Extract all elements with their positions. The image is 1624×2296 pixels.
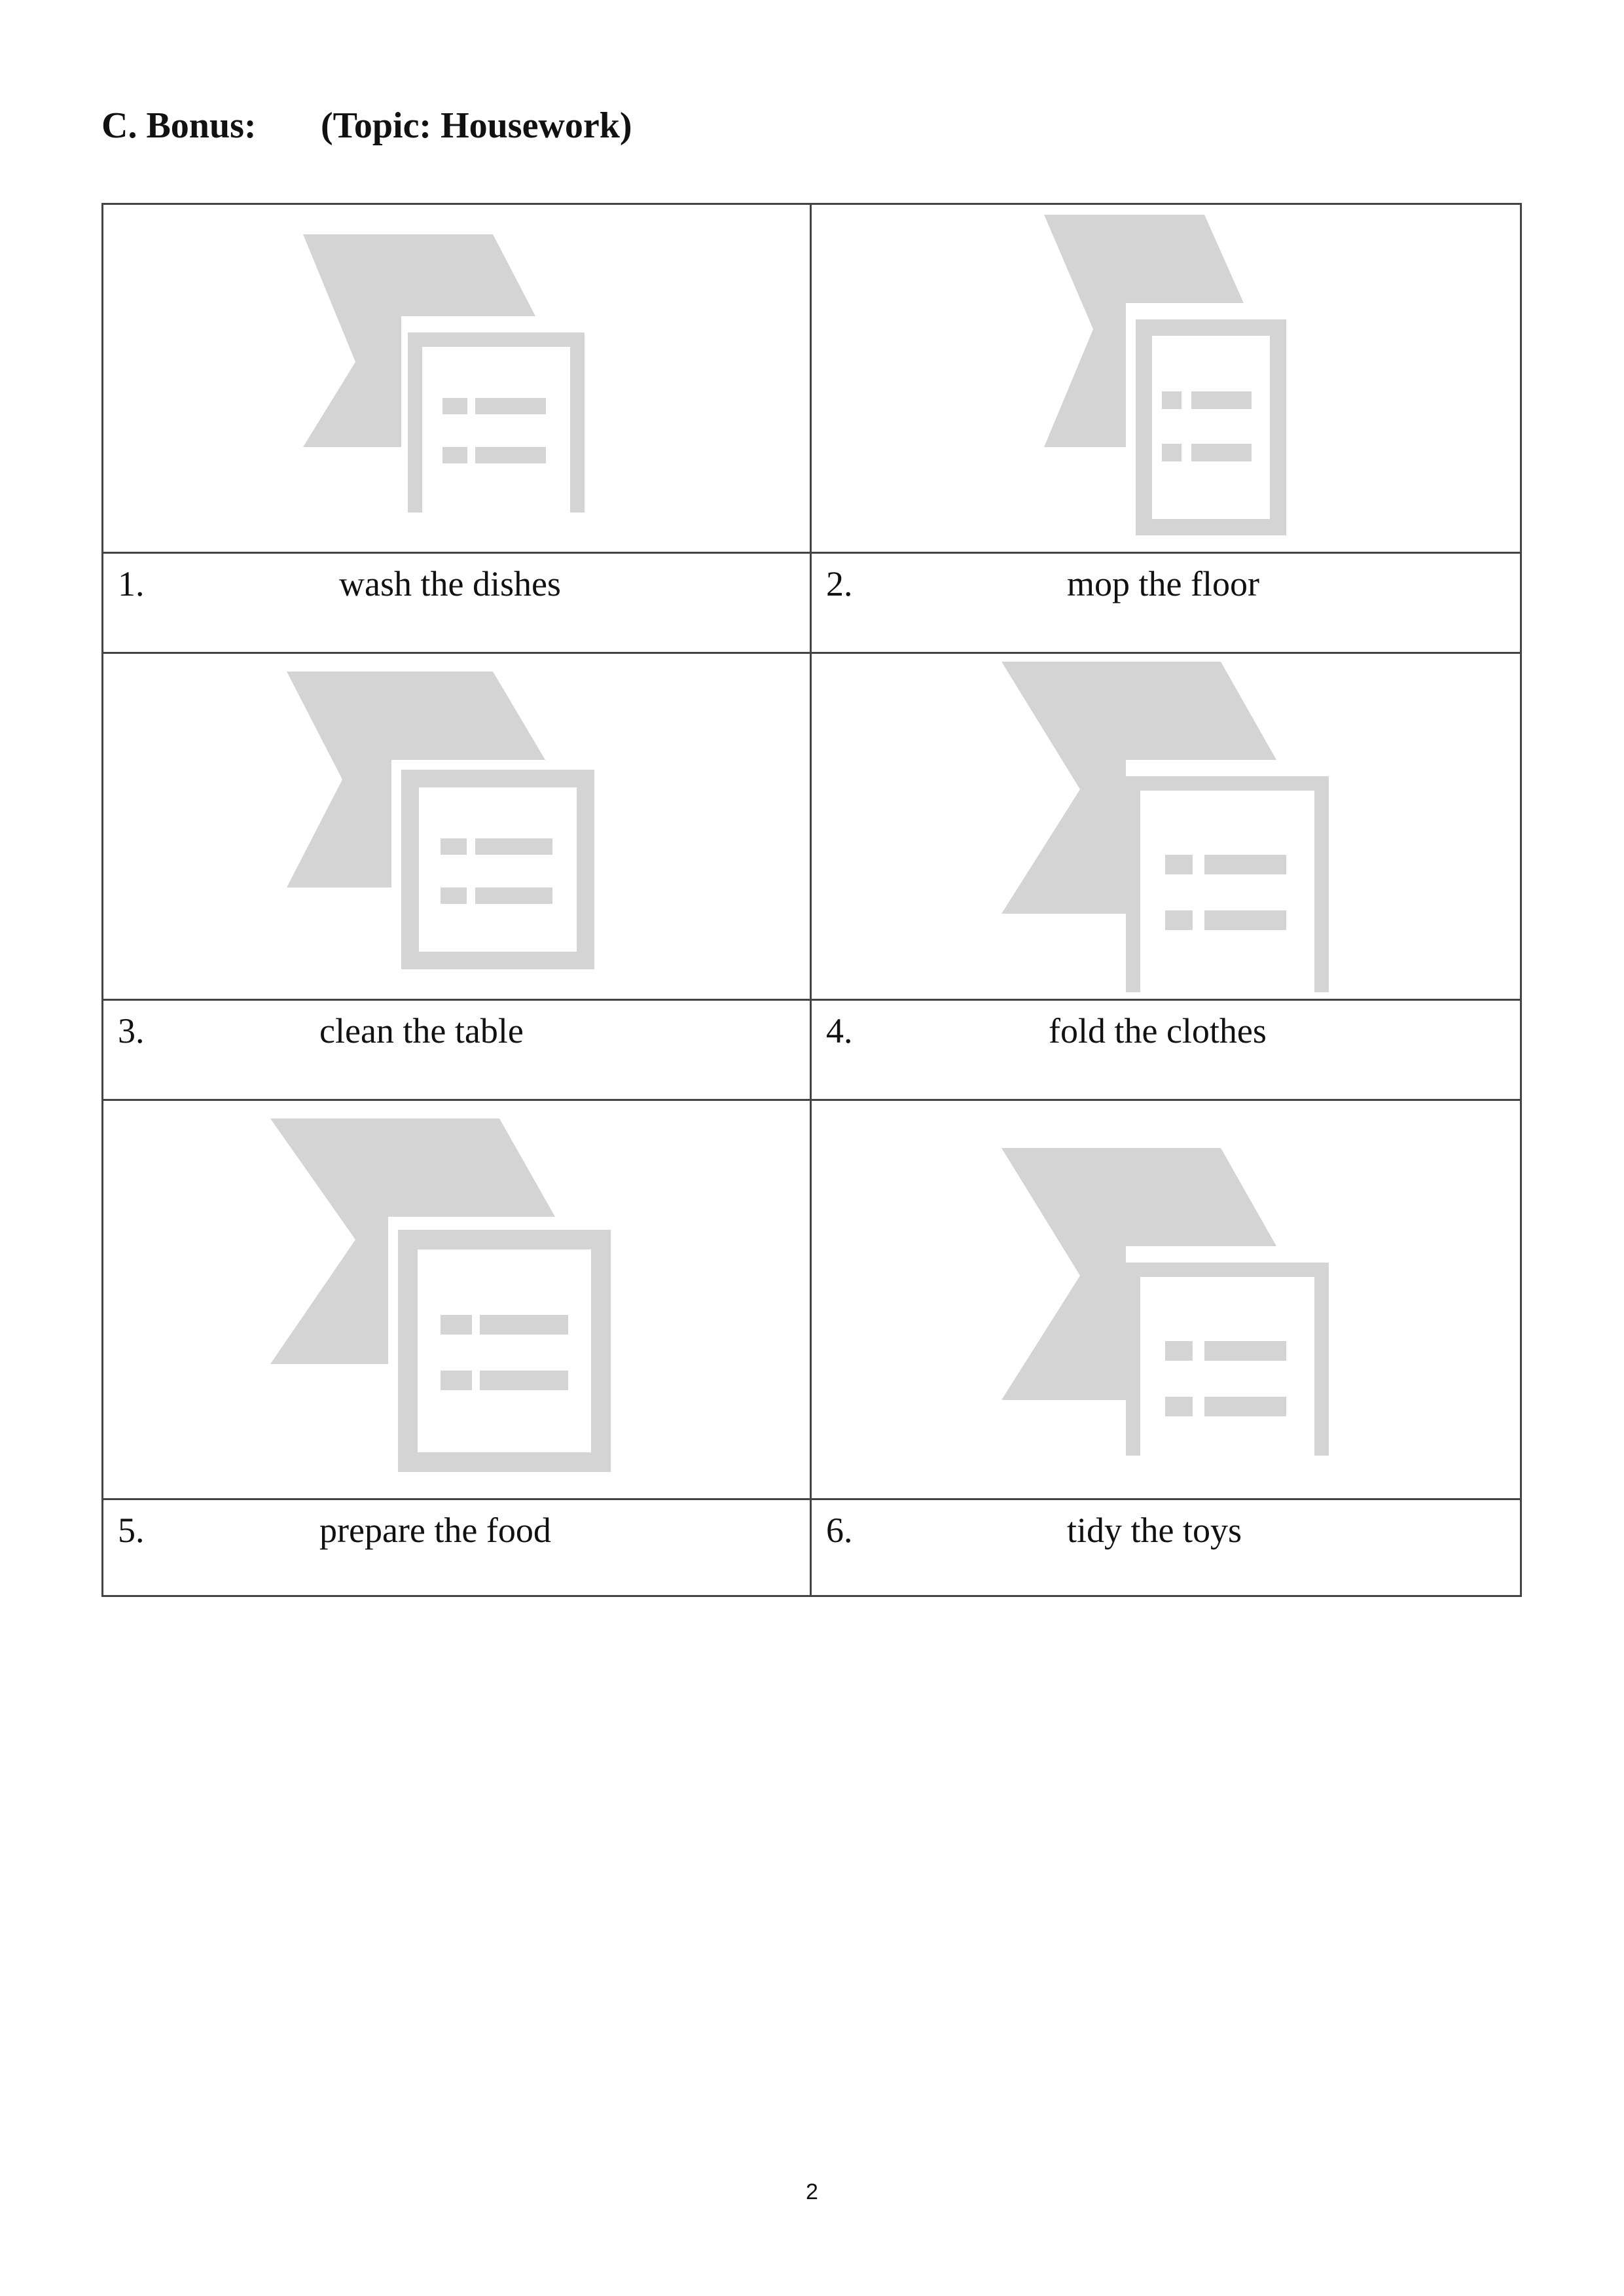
item-label: clean the table [319, 1011, 524, 1050]
picture-cell-5 [103, 1099, 812, 1498]
item-number: 1. [118, 564, 145, 603]
picture-placeholder-icon [270, 1119, 611, 1475]
label-cell-2 [812, 552, 1520, 652]
item-number: 2. [826, 564, 853, 603]
picture-cell-4 [812, 652, 1520, 999]
picture-cell-6 [812, 1099, 1520, 1498]
item-label: mop the floor [1067, 564, 1259, 603]
label-row-2 [103, 999, 1520, 1101]
housework-table [101, 203, 1522, 1597]
picture-placeholder-icon [287, 672, 594, 973]
page-number: 2 [806, 2179, 818, 2204]
label-cell-5 [103, 1498, 812, 1596]
label-row-1 [103, 552, 1520, 654]
picture-row-1 [103, 205, 1520, 554]
item-label: wash the dishes [339, 564, 561, 603]
section-label: C. Bonus: [101, 105, 257, 146]
picture-cell-3 [103, 652, 812, 999]
item-number: 4. [826, 1011, 853, 1050]
item-number: 5. [118, 1511, 145, 1550]
picture-row-3 [103, 1099, 1520, 1500]
picture-cell-1 [103, 205, 812, 552]
item-number: 6. [826, 1511, 853, 1550]
item-label: prepare the food [319, 1511, 551, 1550]
picture-placeholder-icon [1001, 662, 1329, 992]
item-number: 3. [118, 1011, 145, 1050]
label-cell-4 [812, 999, 1520, 1099]
label-row-3 [103, 1498, 1520, 1596]
picture-cell-2 [812, 205, 1520, 552]
label-cell-3 [103, 999, 812, 1099]
section-heading [101, 105, 632, 147]
label-cell-6 [812, 1498, 1520, 1596]
item-label: fold the clothes [1049, 1011, 1267, 1050]
section-topic: (Topic: Housework) [321, 105, 632, 146]
picture-row-2 [103, 652, 1520, 1001]
item-label: tidy the toys [1067, 1511, 1242, 1550]
picture-placeholder-icon [1001, 1148, 1329, 1459]
label-cell-1 [103, 552, 812, 652]
picture-placeholder-icon [303, 234, 585, 529]
picture-placeholder-icon [1044, 215, 1286, 542]
